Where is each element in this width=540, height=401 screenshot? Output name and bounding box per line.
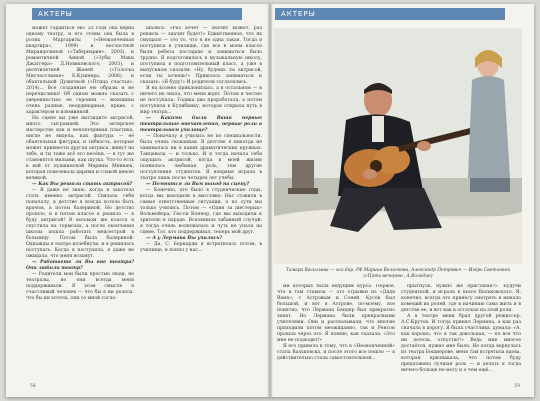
left-section-header: АКТЕРЫ (32, 8, 242, 20)
paragraph: Я его привела к тому, что в «Неоконченной» стала Вальковска, и после этого все пошло — я действительно стала самостоятельной... (277, 344, 395, 361)
paragraph: прыгнула, нужно же приставая?». Будучи студенткой, я играла в пьесе Вальковского. Я, конечно, всегда это принесу смотреть в немало комедий их ролей, где я начинаю сама жить и в детстве ее, и вот как в остатках на этой роли. (401, 284, 521, 313)
interview-question: — Какими были Ваши первые театральные впечатления, первые роли в театральном училище? (140, 116, 262, 133)
magazine-spread (6, 4, 534, 397)
right-column-2 (401, 284, 521, 382)
paragraph: может гордиться ею: 33 года она верна одному театру, и его стены она была в ролях Маргариты («Неоконченная квартира», 1999) и несчастной Мирандолиной («Табернарии», 2003), и романтичной Анной («Зубы Маки Джаггера» Д.Новиковского, 2003), и десятилетней Женей («Голоска Мисчастливая» Б.Кушнера, 2008), и обаятельной Душечкой («Птица счастья», 2014)... Все созданные ею образы и не перечислишь! Об одном можно сказать с уверенностью: ее героини — женщины очень разные, неординарные, яркие, с характером и изюминкой. (26, 26, 134, 115)
left-column-1 (26, 26, 134, 382)
left-column-2 (140, 26, 262, 382)
interview-question: — А у Лермана Вы учились? (146, 236, 223, 241)
right-column-1 (277, 284, 395, 382)
paragraph: — Поначалу я училась не по специальности, была очень скованная. В детстве я никогда не занималась ни в каких драматических кружках. Танцевала — и только. И я тогда начала себя ощущать актрисой, когда в моей жизни появилась любимая роль, тем другие поступления студентов. Я впервые играла в театре лишь после четырех лет учебы. (140, 134, 262, 181)
interview-question: — Как Вы решили стать актрисой? (32, 182, 133, 187)
stage-scene-illustration (274, 28, 522, 264)
interview-question: — Работаете ли Вы вне театра? Они любили театр? (26, 260, 134, 271)
right-section-header: АКТЕРЫ (275, 8, 505, 20)
right-page (271, 4, 534, 397)
stage-photo (274, 28, 522, 264)
paragraph: — Конечно, это было в студенческие годы, когда мы выходили в массовке. Нас ставили в самые ответственные ситуации, а по сути мы только учились. Потом — «Один за шестерых» Вольмейера, Гюсси Коннор, где мы выходили к зрителю в параде. Вспомнила забавный случай: я тогда очень волновалась и чуть не упала на сцене. Тот, кто поддерживал, теперь мой друг. (140, 188, 262, 235)
right-page-number: 59 (514, 384, 520, 389)
paragraph: А в театре меня брал другой режиссер, А.С.Крутов. И тогда принял Лермана, а как раз сначала в дорогу. Я была счастлива, думала: «А, как хорошо, что я так довольная, — по все что ни хотела, отпустит!» Ведь мне многое достаётся, нужно мне было. Но когда вернулась из театра Бешнерове, меня там встретила вдова, которая признавала, что потом буду предложена лучшая роль — и делать я тогда ничего больше не могу и о чем ещё... (401, 314, 521, 373)
paragraph: — Я даже не знаю, когда я захотела стать именно актрисой. Связала себя поначалу, в детстве я всегда хотела быть врачом, а потом балериной. Но детство прошло, и в пятом классе я решила — я буду актрисой! В восьмом же классе я спустила на тормозах, а после окончания школы пошла работать медсестрой в больницу. Потом была балериной. Однажды в театре колебнули, и я решилась поступать. Когда я поступила, я даже не ожидала, что меня возьмут. (26, 188, 134, 259)
photo-caption: Тамара Васильева — хоз.дир. РФ Марина Величкова, Александр Петрович — Игорь Светловой («Пять вечеров», А.Володин) (285, 268, 511, 279)
paragraph: — Да, С. Бернарди я встретилась потом, в училище, и понял у нас... (140, 242, 262, 253)
paragraph: На сцене вы уже выглядите актрисой, много сыгравшей. Это актерское мастерство как и неповторимая пластика, нигде не видела, как фактура — её обаятельная фигурка, и гибкость, которые может привнести другая актриса, живут на тебе, и ты тоже всё это несёшь — в тут же становятся милыми, как шутка. Что-то есть в вей от пушкинской Марины Мнишек, которая повелевала царями и славой ценою великой. (26, 116, 134, 181)
paragraph: шались: «Раз хочет — значит может, раз решила — значит будет!» Единственное, что их смущало — это то, что я не одна такая. Тогда я поступила в училище, где все в моем классе были ребята постарше и заниматься было трудно. Я подготовилась в музыкальную школу, поступила в подготовительный класс, а уже в выпускном сказали: «Ну, будешь ты актрисой, если ты хочешь!» Пришлось заниматься и сказать: «Я буду!» И родители согласились. (140, 26, 262, 85)
interview-question: — Помнится ли Вам выход на сцену? (146, 182, 250, 187)
paragraph: Я на колено приклонилась, а в остальном — я ничего не знала, что меня ждет. Потом я честно не поступала: Годика два проработала, а потом поступила в Кулибинку, которая открыла путь в мир театра... (140, 86, 262, 115)
left-page-number: 58 (30, 384, 36, 389)
paragraph: — Родители мои были простые люди, не театралы, но они всегда меня поддерживали. В этом смысле я счастливый человек — что бы я ни делала, что бы ни хотела, они со мной согла- (26, 272, 134, 301)
left-page (6, 4, 269, 397)
paragraph: ми которых была ведущим курса. Первое, что я там ставила — это отрывки из «Дядя Ваня», с Астровым и Соней. Кусок был большой, и вот в Астрове, по-моему, все понятно, что Лермана Бендер был прекрасно занят. Но Лермана были прекрасными учителями. Они и рассказывали, что многие приходили потом неожиданно, так и Ренсон прошла через это. Я помню, как сказала: «Это мне не подходит!» (277, 284, 395, 343)
